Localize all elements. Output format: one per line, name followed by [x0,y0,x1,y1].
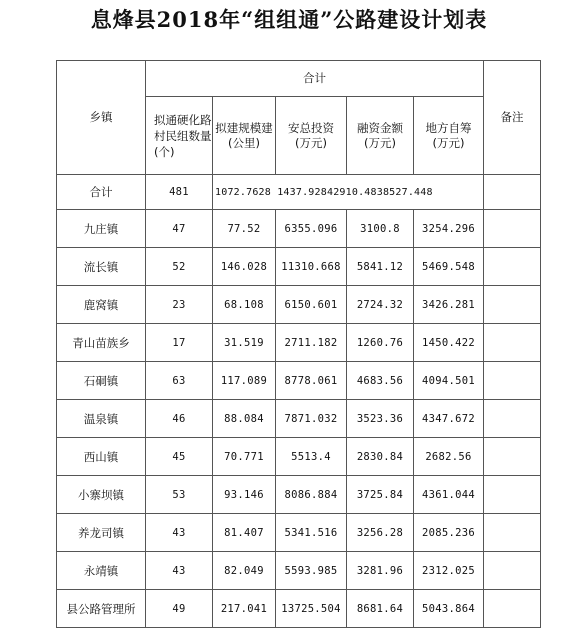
local-cell: 4347.672 [414,400,484,438]
length-cell: 88.084 [213,400,276,438]
total-row [57,175,541,210]
length-cell: 82.049 [213,552,276,590]
header-length [213,97,276,175]
finance-cell: 3281.96 [347,552,414,590]
finance-cell: 5841.12 [347,248,414,286]
table-row [57,400,541,438]
local-cell: 5469.548 [414,248,484,286]
invest-cell: 8778.061 [276,362,347,400]
remarks-cell [484,362,541,400]
invest-cell: 6150.601 [276,286,347,324]
groups-cell: 53 [146,476,213,514]
finance-cell: 8681.64 [347,590,414,628]
header-length-unit: (公里) [228,135,260,150]
groups-cell: 52 [146,248,213,286]
local-cell: 3426.281 [414,286,484,324]
township-cell: 九庄镇 [57,210,146,248]
remarks-cell [484,286,541,324]
groups-cell: 63 [146,362,213,400]
header-finance-unit: (万元) [364,135,396,150]
invest-cell: 2711.182 [276,324,347,362]
invest-cell: 5341.516 [276,514,347,552]
table-row [57,476,541,514]
groups-cell: 23 [146,286,213,324]
table-row [57,210,541,248]
page-title: 息烽县2018年“组组通”公路建设计划表 [90,7,488,32]
length-cell: 93.146 [213,476,276,514]
total-groups: 481 [146,175,213,210]
table-row [57,362,541,400]
township-cell: 流长镇 [57,248,146,286]
remarks-cell [484,590,541,628]
finance-cell: 4683.56 [347,362,414,400]
plan-table [56,60,541,628]
header-length-label: 拟建规模建 [215,120,273,135]
remarks-cell [484,248,541,286]
township-cell: 青山苗族乡 [57,324,146,362]
groups-cell: 43 [146,514,213,552]
local-cell: 2682.56 [414,438,484,476]
header-remarks: 备注 [484,61,541,175]
table-row [57,514,541,552]
header-invest-label: 安总投资 [288,120,334,135]
remarks-cell [484,514,541,552]
length-cell: 117.089 [213,362,276,400]
header-finance-label: 融资金额 [357,120,403,135]
township-cell: 永靖镇 [57,552,146,590]
finance-cell: 3725.84 [347,476,414,514]
length-cell: 70.771 [213,438,276,476]
finance-cell: 1260.76 [347,324,414,362]
township-cell: 鹿窝镇 [57,286,146,324]
finance-cell: 3256.28 [347,514,414,552]
header-local [414,97,484,175]
table-row [57,324,541,362]
finance-cell: 3523.36 [347,400,414,438]
remarks-cell [484,400,541,438]
local-cell: 4361.044 [414,476,484,514]
table-row [57,286,541,324]
finance-cell: 3100.8 [347,210,414,248]
local-cell: 4094.501 [414,362,484,400]
table-row [57,438,541,476]
invest-cell: 7871.032 [276,400,347,438]
invest-cell: 6355.096 [276,210,347,248]
header-township: 乡镇 [57,61,146,175]
header-local-unit: (万元) [432,135,465,150]
invest-cell: 11310.668 [276,248,347,286]
groups-cell: 45 [146,438,213,476]
header-invest [276,97,347,175]
local-cell: 3254.296 [414,210,484,248]
remarks-cell [484,324,541,362]
table-row [57,248,541,286]
total-remarks [484,175,541,210]
total-merged-values: 1072.7628 1437.92842910.4838527.448 [213,175,484,210]
length-cell: 217.041 [213,590,276,628]
township-cell: 石硐镇 [57,362,146,400]
groups-cell: 47 [146,210,213,248]
invest-cell: 5513.4 [276,438,347,476]
remarks-cell [484,210,541,248]
length-cell: 77.52 [213,210,276,248]
local-cell: 5043.864 [414,590,484,628]
township-cell: 县公路管理所 [57,590,146,628]
local-cell: 1450.422 [414,324,484,362]
remarks-cell [484,552,541,590]
local-cell: 2312.025 [414,552,484,590]
length-cell: 68.108 [213,286,276,324]
invest-cell: 13725.504 [276,590,347,628]
invest-cell: 5593.985 [276,552,347,590]
finance-cell: 2724.32 [347,286,414,324]
header-invest-unit: (万元) [295,135,327,150]
invest-cell: 8086.884 [276,476,347,514]
table-row [57,552,541,590]
header-finance [347,97,414,175]
header-total-group: 合计 [146,61,484,97]
groups-cell: 17 [146,324,213,362]
total-name: 合计 [57,175,146,210]
length-cell: 81.407 [213,514,276,552]
header-local-label: 地方自筹 [425,120,472,135]
groups-cell: 46 [146,400,213,438]
township-cell: 小寨坝镇 [57,476,146,514]
finance-cell: 2830.84 [347,438,414,476]
table-row [57,590,541,628]
remarks-cell [484,476,541,514]
groups-cell: 43 [146,552,213,590]
header-groups: 拟通硬化路村民组数量(个) [146,97,213,175]
township-cell: 温泉镇 [57,400,146,438]
remarks-cell [484,438,541,476]
township-cell: 西山镇 [57,438,146,476]
groups-cell: 49 [146,590,213,628]
township-cell: 养龙司镇 [57,514,146,552]
local-cell: 2085.236 [414,514,484,552]
header-row-1 [57,61,541,97]
length-cell: 146.028 [213,248,276,286]
length-cell: 31.519 [213,324,276,362]
